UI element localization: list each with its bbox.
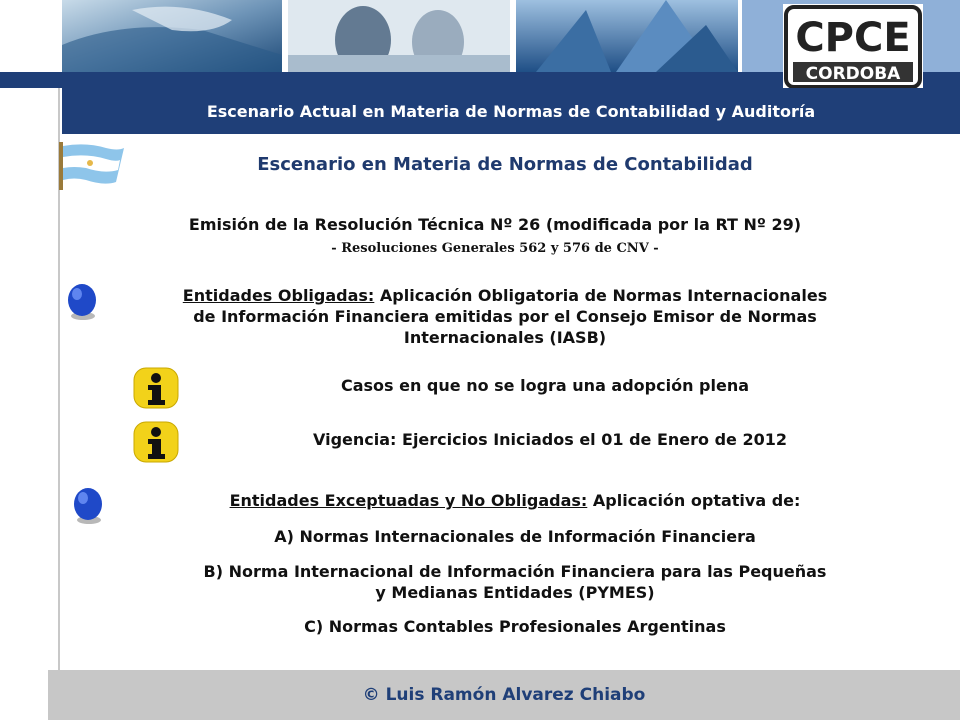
footer-bar — [48, 670, 960, 720]
option-b-line-2: y Medianas Entidades (PYMES) — [375, 583, 655, 602]
title-band — [62, 88, 960, 134]
exceptuadas-heading — [120, 490, 910, 511]
bullet-icon — [66, 283, 100, 325]
obligadas-text-3: Internacionales (IASB) — [403, 328, 607, 347]
exceptuadas-label: Entidades Exceptuadas y No Obligadas: — [229, 491, 588, 510]
flag-icon — [56, 140, 126, 196]
svg-text:CORDOBA: CORDOBA — [805, 64, 901, 84]
info-icon — [132, 420, 180, 468]
svg-text:CPCE: CPCE — [795, 15, 911, 61]
obligadas-text-2: de Información Financiera emitidas por el Consejo Emisor de Normas — [193, 307, 817, 326]
page-title: Escenario Actual en Materia de Normas de Contabilidad y Auditoría — [206, 101, 816, 121]
header-photo-keyboard — [62, 0, 282, 72]
exceptuadas-text: Aplicación optativa de: — [592, 491, 801, 510]
obligadas-label: Entidades Obligadas: — [182, 286, 375, 305]
option-a: A) Normas Internacionales de Información Financiera — [274, 527, 756, 546]
option-c: C) Normas Contables Profesionales Argentinas — [304, 617, 726, 636]
option-b-line-1: B) Norma Internacional de Información Financiera para las Pequeñas — [203, 562, 827, 581]
resolution-cnv-line: - Resoluciones Generales 562 y 576 de CNV - — [331, 241, 659, 256]
obligadas-block — [110, 285, 900, 348]
info-item-adopcion: Casos en que no se logra una adopción plena — [340, 376, 750, 395]
bullet-icon — [72, 487, 106, 529]
cpce-logo — [783, 4, 923, 90]
obligadas-text: Aplicación Obligatoria de Normas Internacionales — [379, 286, 828, 305]
section-subtitle: Escenario en Materia de Normas de Contabilidad — [257, 154, 753, 175]
info-icon — [132, 366, 180, 414]
footer-copyright: © Luis Ramón Alvarez Chiabo — [362, 685, 646, 705]
resolution-line: Emisión de la Resolución Técnica Nº 26 (modificada por la RT Nº 29) — [188, 215, 802, 234]
info-item-vigencia: Vigencia: Ejercicios Iniciados el 01 de Enero de 2012 — [313, 430, 787, 449]
header-photo-buildings — [516, 0, 738, 72]
header-photo-people — [288, 0, 510, 72]
option-b — [120, 561, 910, 603]
